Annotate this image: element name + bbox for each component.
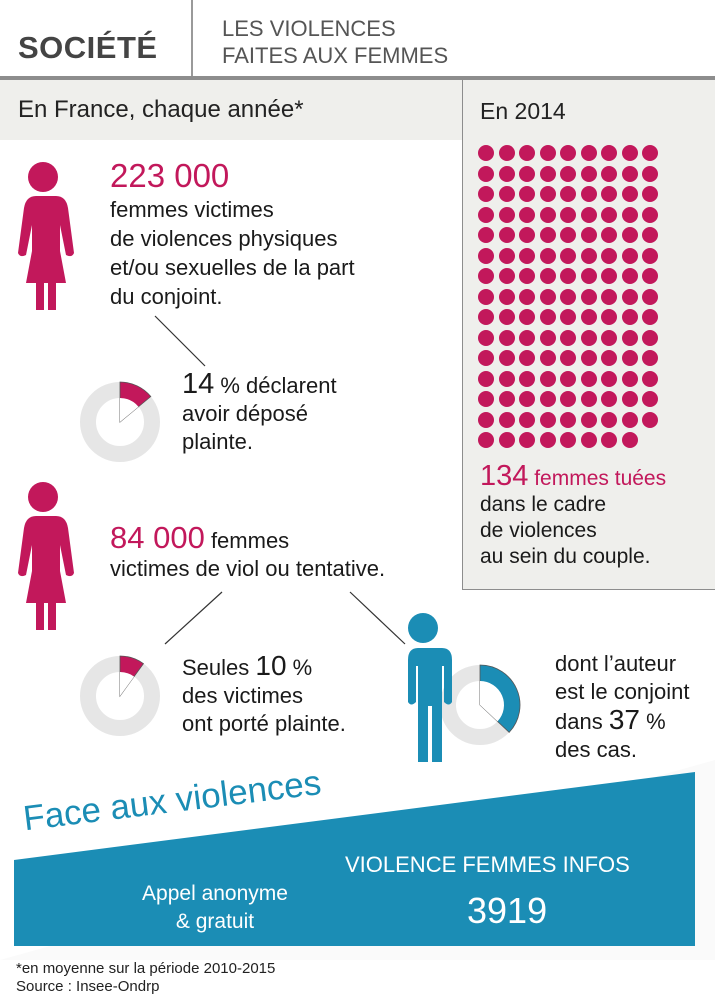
victim-dot xyxy=(478,309,494,325)
woman-icon xyxy=(12,160,74,310)
victim-dot xyxy=(560,432,576,448)
author-line2: est le conjoint xyxy=(555,679,690,704)
author-line3 xyxy=(555,706,690,736)
victim-dot xyxy=(499,309,515,325)
victim-dot xyxy=(560,145,576,161)
stat2-number: 84 000 xyxy=(110,520,205,555)
victim-dot xyxy=(642,248,658,264)
stat1-complaint-text xyxy=(182,370,337,456)
victim-dot xyxy=(581,207,597,223)
victim-dot xyxy=(581,371,597,387)
victim-dot xyxy=(499,248,515,264)
footer-left-line2: & gratuit xyxy=(175,910,255,933)
complaint-donut-14 xyxy=(78,362,198,482)
victim-dot xyxy=(519,412,535,428)
stat1-text xyxy=(110,195,355,311)
victim-dot xyxy=(478,207,494,223)
victim-dot xyxy=(622,227,638,243)
victim-dot xyxy=(519,248,535,264)
victim-dot xyxy=(642,289,658,305)
stat2-prefix: Seules xyxy=(182,655,256,680)
victim-dot xyxy=(560,227,576,243)
victim-dot xyxy=(540,350,556,366)
stat2-number-suffix: femmes xyxy=(204,528,290,553)
stat1-line: de violences physiques xyxy=(110,226,338,251)
stat2-complaint-line3: ont porté plainte. xyxy=(182,711,346,736)
victim-dot xyxy=(622,350,638,366)
victim-dot xyxy=(478,330,494,346)
footer-left xyxy=(130,880,300,936)
victim-dot xyxy=(622,207,638,223)
victim-dot xyxy=(499,350,515,366)
victim-dot xyxy=(601,145,617,161)
victim-dot xyxy=(540,166,556,182)
victim-dot xyxy=(478,268,494,284)
stat2-line1 xyxy=(110,520,385,555)
victim-dot xyxy=(560,371,576,387)
source-note: Source : Insee-Ondrp xyxy=(16,978,160,995)
victim-dot xyxy=(540,371,556,387)
victim-dot xyxy=(519,391,535,407)
victim-dot xyxy=(560,412,576,428)
victim-dot xyxy=(499,227,515,243)
victim-dot xyxy=(601,350,617,366)
footer-left-line1: Appel anonyme xyxy=(142,882,288,905)
victim-dot xyxy=(499,432,515,448)
stat2-line2: victimes de viol ou tentative. xyxy=(110,556,386,581)
stat2-text xyxy=(110,520,386,583)
victim-dot xyxy=(478,227,494,243)
author-line1: dont l’auteur xyxy=(555,651,677,676)
victim-dot xyxy=(560,268,576,284)
victim-dot xyxy=(519,432,535,448)
stat1-complaint-line2: avoir déposé xyxy=(182,401,308,426)
victim-dot xyxy=(642,371,658,387)
panel-number-suffix: femmes tuées xyxy=(528,467,667,490)
victim-dot xyxy=(622,186,638,202)
stat1-line: du conjoint. xyxy=(110,284,223,309)
victim-dot xyxy=(499,330,515,346)
victim-dot xyxy=(540,268,556,284)
victim-dot xyxy=(601,268,617,284)
panel-title: En 2014 xyxy=(480,98,566,124)
victim-dot xyxy=(642,227,658,243)
title-line-2: FAITES AUX FEMMES xyxy=(222,43,449,68)
victim-dot xyxy=(622,371,638,387)
victim-dot xyxy=(622,289,638,305)
victim-dot xyxy=(478,145,494,161)
stat2-percent-suffix: % xyxy=(286,655,313,680)
footnotes xyxy=(16,960,275,996)
victim-dot xyxy=(499,412,515,428)
stat1-number xyxy=(110,158,229,194)
victim-dot xyxy=(622,391,638,407)
victim-dot xyxy=(601,330,617,346)
victim-dot xyxy=(540,309,556,325)
victim-dot xyxy=(519,268,535,284)
footer-right-title: VIOLENCE FEMMES INFOS xyxy=(345,852,630,877)
stat1-line: et/ou sexuelles de la part xyxy=(110,255,355,280)
victim-dot xyxy=(601,166,617,182)
stat1-number-text: 223 000 xyxy=(110,157,230,194)
victim-dot xyxy=(560,166,576,182)
stat2-complaint-line2: des victimes xyxy=(182,683,304,708)
man-icon xyxy=(388,612,458,768)
victim-dot xyxy=(601,432,617,448)
victim-dot xyxy=(499,186,515,202)
victim-dot xyxy=(478,166,494,182)
victim-dot xyxy=(581,412,597,428)
stat2-complaint-line1 xyxy=(182,652,346,682)
victim-dot xyxy=(581,145,597,161)
victim-dot xyxy=(622,166,638,182)
victim-dot xyxy=(642,412,658,428)
victim-dot xyxy=(581,248,597,264)
stat1-complaint-line3: plainte. xyxy=(182,429,253,454)
victim-dot xyxy=(581,432,597,448)
victim-dot xyxy=(560,309,576,325)
panel-line: dans le cadre xyxy=(480,493,607,516)
victim-dot xyxy=(560,289,576,305)
author-percent: 37 xyxy=(608,704,640,735)
victim-dot xyxy=(540,412,556,428)
victim-dot xyxy=(642,268,658,284)
victim-dot xyxy=(601,371,617,387)
victim-dot xyxy=(519,330,535,346)
victim-dot xyxy=(519,145,535,161)
victim-dot xyxy=(622,330,638,346)
victim-dot xyxy=(560,391,576,407)
victim-dot xyxy=(622,248,638,264)
victim-dot xyxy=(622,412,638,428)
victim-dot xyxy=(519,309,535,325)
victim-dot xyxy=(540,391,556,407)
author-percent-suffix: % xyxy=(639,709,666,734)
victim-dot xyxy=(499,289,515,305)
victim-dot xyxy=(540,289,556,305)
footnote: *en moyenne sur la période 2010-2015 xyxy=(16,960,276,977)
stat1-percent-suffix: % déclarent xyxy=(214,373,337,398)
victim-dot xyxy=(601,391,617,407)
footer-heading: Face aux violences xyxy=(15,762,329,840)
victim-dot xyxy=(622,268,638,284)
victim-dot xyxy=(519,350,535,366)
victim-dot xyxy=(478,350,494,366)
victim-dot xyxy=(499,391,515,407)
panel-line: au sein du couple. xyxy=(480,545,651,568)
victim-dot xyxy=(540,248,556,264)
footer-right-number: 3919 xyxy=(467,890,548,931)
victim-dot xyxy=(581,166,597,182)
victim-dot xyxy=(642,145,658,161)
victim-dot xyxy=(581,289,597,305)
victim-dot xyxy=(581,309,597,325)
victim-dot xyxy=(642,166,658,182)
victim-dot xyxy=(601,186,617,202)
victim-dot xyxy=(601,289,617,305)
section-label: SOCIÉTÉ xyxy=(18,30,158,65)
victim-dot xyxy=(478,371,494,387)
victim-dot xyxy=(560,248,576,264)
victim-dot xyxy=(581,330,597,346)
victim-dot xyxy=(642,350,658,366)
victim-dot xyxy=(499,268,515,284)
victim-dot xyxy=(478,432,494,448)
stat1-percent: 14 xyxy=(182,368,215,400)
victim-dot xyxy=(642,391,658,407)
victim-dot xyxy=(622,309,638,325)
victim-dot xyxy=(540,207,556,223)
victim-dot xyxy=(478,248,494,264)
victim-dot xyxy=(581,268,597,284)
stat2-complaint-text xyxy=(182,652,346,738)
victim-dot xyxy=(642,330,658,346)
victim-dot xyxy=(642,186,658,202)
author-text xyxy=(555,650,690,764)
victim-dot xyxy=(642,207,658,223)
victim-dot xyxy=(601,248,617,264)
victim-dot xyxy=(499,207,515,223)
victim-dot xyxy=(560,350,576,366)
panel-number: 134 xyxy=(480,460,529,492)
victim-dot xyxy=(601,227,617,243)
victim-dot xyxy=(622,145,638,161)
victim-dot xyxy=(560,207,576,223)
woman-icon xyxy=(12,480,74,630)
victim-dot xyxy=(560,330,576,346)
victim-dot xyxy=(581,186,597,202)
victim-dot xyxy=(519,289,535,305)
victim-dot xyxy=(540,330,556,346)
victim-dot xyxy=(519,207,535,223)
panel-text xyxy=(480,492,650,570)
victim-dot xyxy=(581,391,597,407)
stat1-complaint-line1 xyxy=(182,370,337,400)
victim-dot xyxy=(499,166,515,182)
victim-dot xyxy=(581,350,597,366)
victim-dot xyxy=(560,186,576,202)
victim-dot xyxy=(519,166,535,182)
panel-line: de violences xyxy=(480,519,597,542)
victim-dot xyxy=(519,371,535,387)
complaint-donut-10 xyxy=(78,636,198,756)
victim-dot xyxy=(601,207,617,223)
victim-dot xyxy=(601,412,617,428)
victim-dot xyxy=(519,186,535,202)
victim-dot xyxy=(581,227,597,243)
author-prefix: dans xyxy=(555,709,609,734)
victim-dot xyxy=(478,186,494,202)
victim-dot xyxy=(519,227,535,243)
victim-dot xyxy=(622,432,638,448)
header-divider xyxy=(191,0,193,76)
stat1-line: femmes victimes xyxy=(110,197,274,222)
title-line-1: LES VIOLENCES xyxy=(222,16,396,41)
stat2-percent: 10 xyxy=(255,650,287,681)
victim-dot xyxy=(478,289,494,305)
victim-dot xyxy=(540,145,556,161)
victim-dot xyxy=(540,186,556,202)
victim-dot xyxy=(540,227,556,243)
victim-dot xyxy=(499,371,515,387)
pie-wedge-hole xyxy=(120,672,134,696)
victim-dot xyxy=(642,309,658,325)
author-line4: des cas. xyxy=(555,737,637,762)
victim-dot xyxy=(601,309,617,325)
panel-stat xyxy=(480,461,666,494)
victim-dot xyxy=(499,145,515,161)
victim-dot xyxy=(478,391,494,407)
victim-dot xyxy=(540,432,556,448)
subheader: En France, chaque année* xyxy=(18,96,304,123)
victim-dot xyxy=(478,412,494,428)
